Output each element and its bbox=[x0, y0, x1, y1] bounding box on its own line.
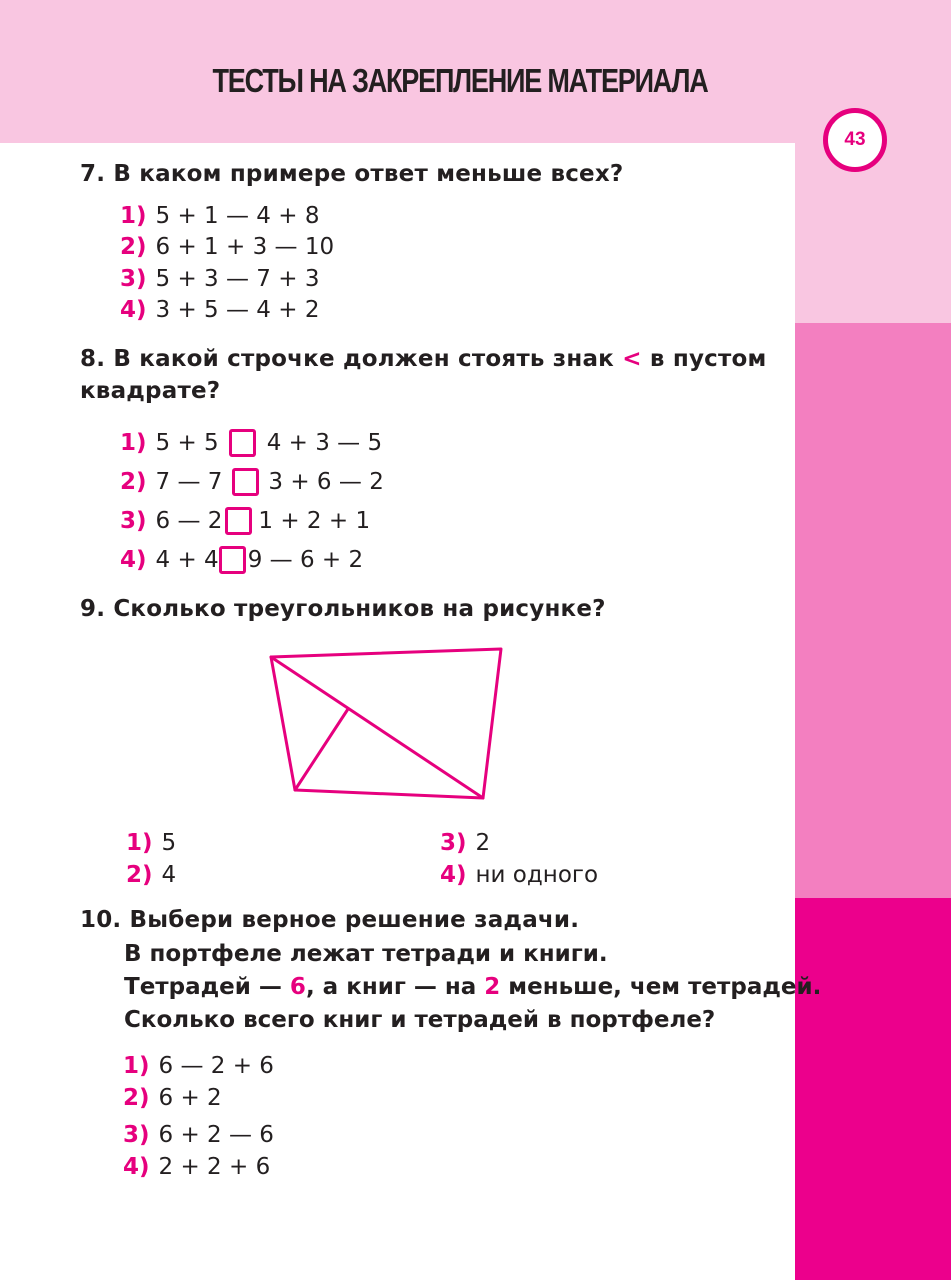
option-number: 1) bbox=[120, 430, 147, 456]
page-title: ТЕСТЫ НА ЗАКРЕПЛЕНИЕ МАТЕРИАЛА bbox=[212, 62, 708, 99]
problem-line-1: В портфеле лежат тетради и книги. bbox=[124, 941, 608, 967]
question-8-line2: квадрате? bbox=[80, 378, 221, 404]
option-right: 4 + 3 — 5 bbox=[266, 430, 383, 456]
option-text: 6 — 2 + 6 bbox=[158, 1053, 274, 1079]
option-text: 2 + 2 + 6 bbox=[158, 1154, 271, 1180]
option-number: 2) bbox=[123, 1085, 150, 1111]
option-number: 3) bbox=[120, 508, 147, 534]
question-8-text-b: в пустом bbox=[641, 346, 767, 372]
question-8-text-a: 8. В какой строчке должен стоять знак bbox=[80, 346, 623, 372]
q9-option-4 bbox=[440, 860, 598, 890]
q10-option-3 bbox=[123, 1120, 274, 1150]
option-right: 9 — 6 + 2 bbox=[247, 547, 364, 573]
option-left: 5 + 5 bbox=[155, 430, 219, 456]
highlight-number-2: 2 bbox=[484, 974, 501, 1000]
q9-option-2 bbox=[126, 860, 176, 890]
option-text: 5 + 1 — 4 + 8 bbox=[155, 203, 320, 229]
q9-option-1 bbox=[126, 828, 176, 858]
page-number: 43 bbox=[844, 129, 866, 150]
option-right: 3 + 6 — 2 bbox=[268, 469, 384, 495]
option-text: 6 + 2 — 6 bbox=[158, 1122, 274, 1148]
option-number: 2) bbox=[120, 234, 147, 260]
q10-option-2 bbox=[123, 1083, 222, 1113]
option-left: 6 — 2 bbox=[155, 508, 223, 534]
problem-line-2 bbox=[124, 971, 821, 1004]
option-text: 6 + 2 bbox=[158, 1085, 222, 1111]
option-number: 4) bbox=[120, 547, 147, 573]
option-number: 4) bbox=[123, 1154, 150, 1180]
option-right: 1 + 2 + 1 bbox=[258, 508, 371, 534]
less-than-sign: < bbox=[622, 346, 642, 372]
option-number: 3) bbox=[123, 1122, 150, 1148]
option-left: 4 + 4 bbox=[155, 547, 219, 573]
option-number: 1) bbox=[126, 830, 153, 856]
option-number: 4) bbox=[120, 297, 147, 323]
problem-text-c: меньше, чем тетрадей. bbox=[500, 974, 822, 1000]
question-9: 9. Сколько треугольников на рисунке? bbox=[80, 596, 606, 622]
option-left: 7 — 7 bbox=[155, 469, 223, 495]
option-text: 5 + 3 — 7 + 3 bbox=[155, 266, 320, 292]
q9-option-3 bbox=[440, 828, 490, 858]
option-number: 1) bbox=[123, 1053, 150, 1079]
option-text: 4 bbox=[161, 862, 177, 888]
option-number: 1) bbox=[120, 203, 147, 229]
option-number: 3) bbox=[440, 830, 467, 856]
option-text: 6 + 1 + 3 — 10 bbox=[155, 234, 335, 260]
option-text: 5 bbox=[161, 830, 177, 856]
option-text: 2 bbox=[475, 830, 491, 856]
option-text: ни одного bbox=[475, 862, 599, 888]
problem-text-b: , а книг — на bbox=[305, 974, 485, 1000]
q10-option-4 bbox=[123, 1152, 270, 1182]
problem-text-a: Тетрадей — bbox=[124, 974, 290, 1000]
option-number: 2) bbox=[120, 469, 147, 495]
option-number: 3) bbox=[120, 266, 147, 292]
q10-option-1 bbox=[123, 1051, 274, 1081]
problem-line-3: Сколько всего книг и тетрадей в портфеле? bbox=[124, 1007, 716, 1033]
option-number: 2) bbox=[126, 862, 153, 888]
question-7: 7. В каком примере ответ меньше всех? bbox=[80, 161, 624, 187]
option-text: 3 + 5 — 4 + 2 bbox=[155, 297, 320, 323]
option-number: 4) bbox=[440, 862, 467, 888]
question-10: 10. Выбери верное решение задачи. bbox=[80, 907, 580, 933]
highlight-number-1: 6 bbox=[289, 974, 306, 1000]
figure-segment bbox=[295, 709, 348, 790]
